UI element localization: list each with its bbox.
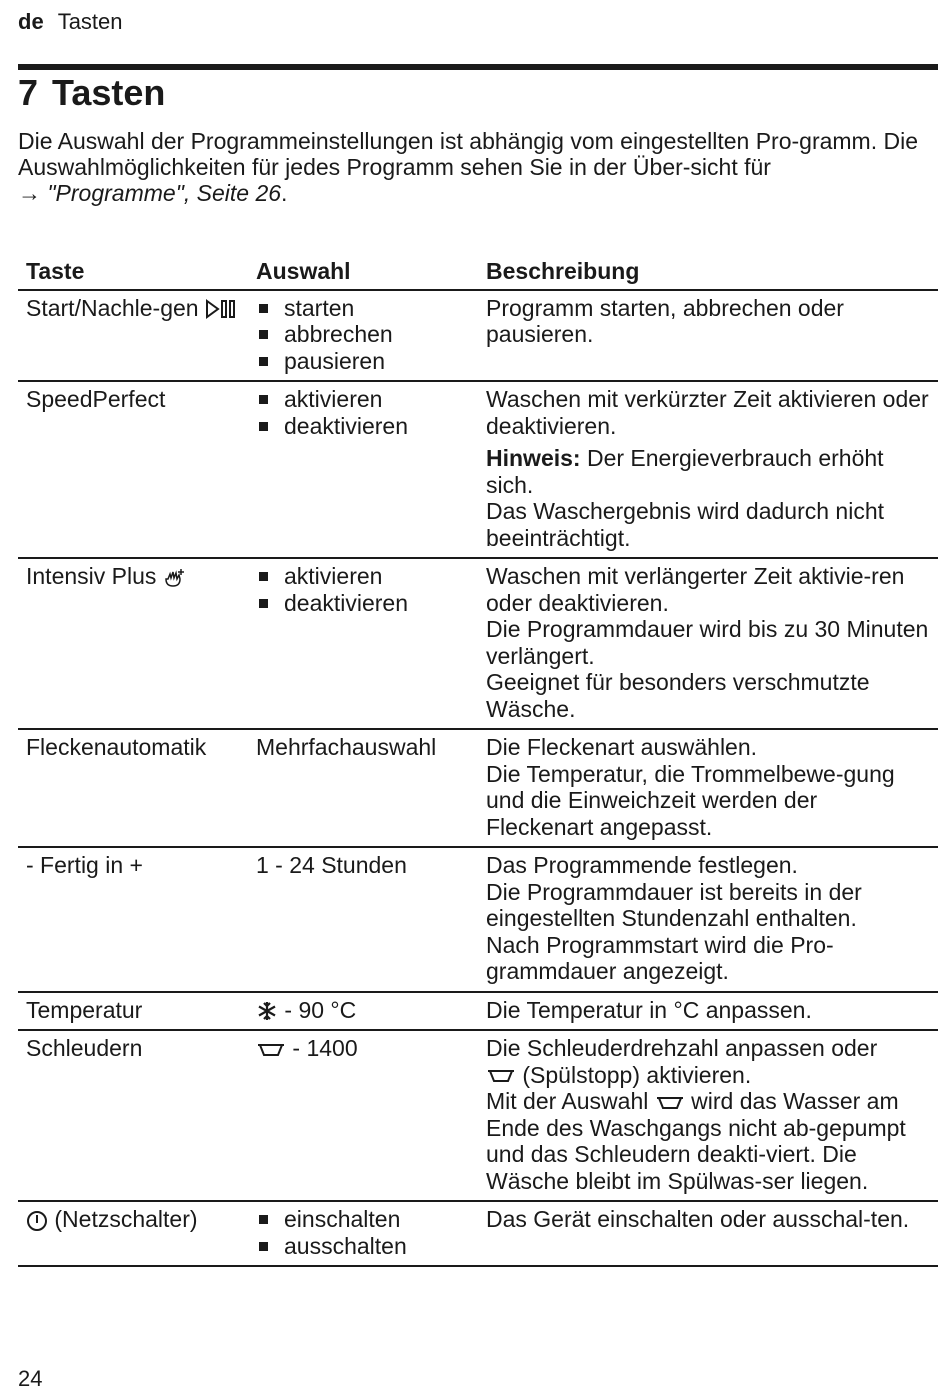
taste-cell: Fleckenautomatik <box>18 729 248 847</box>
snowflake-icon <box>256 1000 278 1022</box>
taste-cell: Intensiv Plus <box>18 558 248 729</box>
column-header-auswahl: Auswahl <box>248 256 478 290</box>
beschreibung-cell: Das Programmende festlegen. Die Programmdauer ist bereits in der eingestellten Stundenzahl enthalten. Nach Programmstart wird die Pro-grammdauer angezeigt. <box>478 847 938 992</box>
option-item: deaktivieren <box>256 413 470 440</box>
beschreibung-cell: Die Temperatur in °C anpassen. <box>478 992 938 1031</box>
auswahl-cell <box>248 1201 478 1266</box>
chapter-title-text: Tasten <box>52 72 166 113</box>
auswahl-cell: 1 - 24 Stunden <box>248 847 478 992</box>
taste-cell: SpeedPerfect <box>18 381 248 558</box>
auswahl-cell <box>248 381 478 558</box>
power-icon <box>26 1210 48 1232</box>
rinse-hold-icon <box>486 1068 516 1084</box>
intro-text: Die Auswahl der Programmeinstellungen ist abhängig vom eingestellten Pro-gramm. Die Auswahlmöglichkeiten für jedes Programm sehen Sie in der Über-sicht für <box>18 128 918 180</box>
auswahl-cell: - 90 °C <box>248 992 478 1031</box>
start-pause-icon <box>205 298 239 320</box>
table-row <box>18 729 938 847</box>
table-row <box>18 1201 938 1266</box>
table-header-row <box>18 256 938 290</box>
option-item: abbrechen <box>256 321 470 348</box>
column-header-taste: Taste <box>18 256 248 290</box>
option-item: pausieren <box>256 348 470 375</box>
chapter-number: 7 <box>18 72 39 113</box>
note-label: Hinweis: <box>486 445 581 471</box>
option-item: ausschalten <box>256 1233 470 1260</box>
auswahl-cell: - 1400 <box>248 1030 478 1201</box>
auswahl-cell <box>248 290 478 382</box>
table-row <box>18 847 938 992</box>
cross-reference-link[interactable]: "Programme", Seite 26 <box>47 180 282 206</box>
beschreibung-cell: Waschen mit verkürzter Zeit aktivieren oder deaktivieren. Hinweis: Der Energieverbrauch erhöht sich. Das Waschergebnis wird dadurch nicht beeinträchtigt. <box>478 381 938 558</box>
option-item: aktivieren <box>256 386 470 413</box>
arrow-icon: → <box>18 180 41 206</box>
taste-cell: Start/Nachle-gen <box>18 290 248 382</box>
header-title: Tasten <box>57 9 123 34</box>
table-row <box>18 558 938 729</box>
beschreibung-cell: Die Fleckenart auswählen. Die Temperatur, die Trommelbewe-gung und die Einweichzeit werden der Fleckenart angepasst. <box>478 729 938 847</box>
taste-cell: - Fertig in + <box>18 847 248 992</box>
auswahl-cell <box>248 558 478 729</box>
running-header <box>18 9 123 35</box>
taste-cell: Temperatur <box>18 992 248 1031</box>
page-number: 24 <box>18 1366 43 1391</box>
table-row <box>18 381 938 558</box>
rinse-hold-icon <box>655 1095 685 1111</box>
intro-end: . <box>281 180 288 206</box>
option-item: aktivieren <box>256 563 470 590</box>
beschreibung-cell: Das Gerät einschalten oder ausschal-ten. <box>478 1201 938 1266</box>
auswahl-cell: Mehrfachauswahl <box>248 729 478 847</box>
beschreibung-cell: Die Schleuderdrehzahl anpassen oder (Spülstopp) aktivieren. Mit der Auswahl wird das Wasser am Ende des Waschgangs nicht ab-gepumpt und das Schleudern deakti-viert. Die Wäsche bleibt im Spülwas-ser liegen. <box>478 1030 938 1201</box>
beschreibung-cell: Waschen mit verlängerter Zeit aktivie-ren oder deaktivieren. Die Programmdauer wird bis zu 30 Minuten verlängert. Geeignet für besonders verschmutzte Wäsche. <box>478 558 938 729</box>
header-rule <box>18 64 938 70</box>
option-item: einschalten <box>256 1206 470 1233</box>
table-row <box>18 290 938 382</box>
intensive-plus-icon <box>163 567 185 589</box>
rinse-hold-icon <box>256 1042 286 1058</box>
column-header-beschreibung: Beschreibung <box>478 256 938 290</box>
buttons-table <box>18 256 938 1267</box>
table-row <box>18 1030 938 1201</box>
taste-cell: (Netzschalter) <box>18 1201 248 1266</box>
taste-cell: Schleudern <box>18 1030 248 1201</box>
table-row <box>18 992 938 1031</box>
beschreibung-cell: Programm starten, abbrechen oder pausieren. <box>478 290 938 382</box>
chapter-title <box>18 72 165 114</box>
option-item: deaktivieren <box>256 590 470 617</box>
language-tag: de <box>18 9 44 34</box>
intro-paragraph <box>18 128 928 206</box>
option-item: starten <box>256 295 470 322</box>
note: Hinweis: Der Energieverbrauch erhöht sich. <box>486 445 884 498</box>
